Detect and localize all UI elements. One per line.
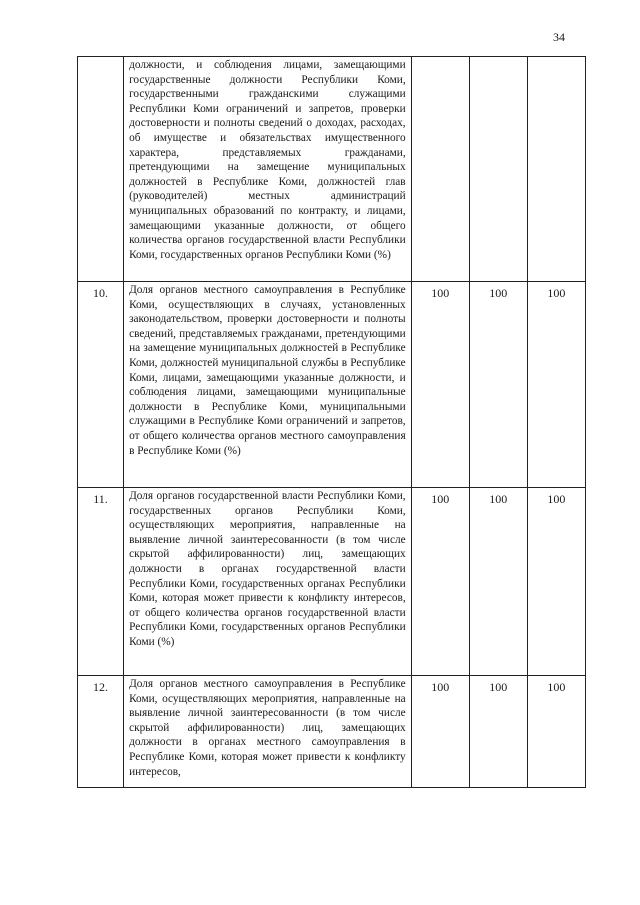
indicator-value-3: 100 — [527, 488, 585, 676]
table-row — [78, 57, 586, 282]
indicator-value-1: 100 — [411, 676, 469, 788]
row-number: 10. — [78, 282, 124, 488]
indicator-value-2: 100 — [469, 676, 527, 788]
indicator-value-2: 100 — [469, 282, 527, 488]
page-number: 34 — [553, 30, 565, 44]
indicator-value-1 — [411, 57, 469, 282]
row-number — [78, 57, 124, 282]
table-row — [78, 488, 586, 676]
indicator-value-2: 100 — [469, 488, 527, 676]
row-number: 11. — [78, 488, 124, 676]
indicator-value-3: 100 — [527, 282, 585, 488]
indicator-description: Доля органов государственной власти Республики Коми, государственных органов Республики Коми, осуществляющих мероприятия, направленные на выявление личной заинтересованности (в том числе скрытой аффилированности) лиц, замещающих должности в органах государственной власти Республики Коми, государственных органах Республики Коми, которая может привести к конфликту интересов, от общего количества органов государственной власти Республики Коми, государственных органов Республики Коми (%) — [124, 488, 412, 676]
indicator-value-1: 100 — [411, 282, 469, 488]
row-number: 12. — [78, 676, 124, 788]
table-row — [78, 676, 586, 788]
indicator-value-3: 100 — [527, 676, 585, 788]
indicator-value-1: 100 — [411, 488, 469, 676]
indicator-description: Доля органов местного самоуправления в Республике Коми, осуществляющих мероприятия, направленные на выявление личной заинтересованности (в том числе скрытой аффилированности) лиц, замещающих должности в органах местного самоуправления в Республике Коми, которая может привести к конфликту интересов, — [124, 676, 412, 788]
indicator-description: должности, и соблюдения лицами, замещающими государственные должности Республики Коми, государственными гражданскими служащими Республики Коми ограничений и запретов, проверки достоверности и полноты сведений о доходах, расходах, об имуществе и обязательствах имущественного характера, представляемых гражданами, претендующими на замещение муниципальных должностей в Республике Коми, должностей глав (руководителей) местных администраций муниципальных образований по контракту, и лицами, замещающими указанные должности, от общего количества органов государственной власти Республики Коми, государственных органов Республики Коми (%) — [124, 57, 412, 282]
indicator-description: Доля органов местного самоуправления в Республике Коми, осуществляющих в случаях, установленных законодательством, проверки достоверности и полноты сведений, представляемых гражданами, претендующими на замещение муниципальных должностей в Республике Коми, должностей муниципальной службы в Республике Коми, лицами, замещающими указанные должности, и соблюдения лицами, замещающими муниципальные должности в Республике Коми, муниципальными служащими в Республике Коми ограничений и запретов, от общего количества органов местного самоуправления в Республике Коми (%) — [124, 282, 412, 488]
indicator-value-2 — [469, 57, 527, 282]
table-row — [78, 282, 586, 488]
indicators-table — [77, 56, 586, 788]
indicator-value-3 — [527, 57, 585, 282]
